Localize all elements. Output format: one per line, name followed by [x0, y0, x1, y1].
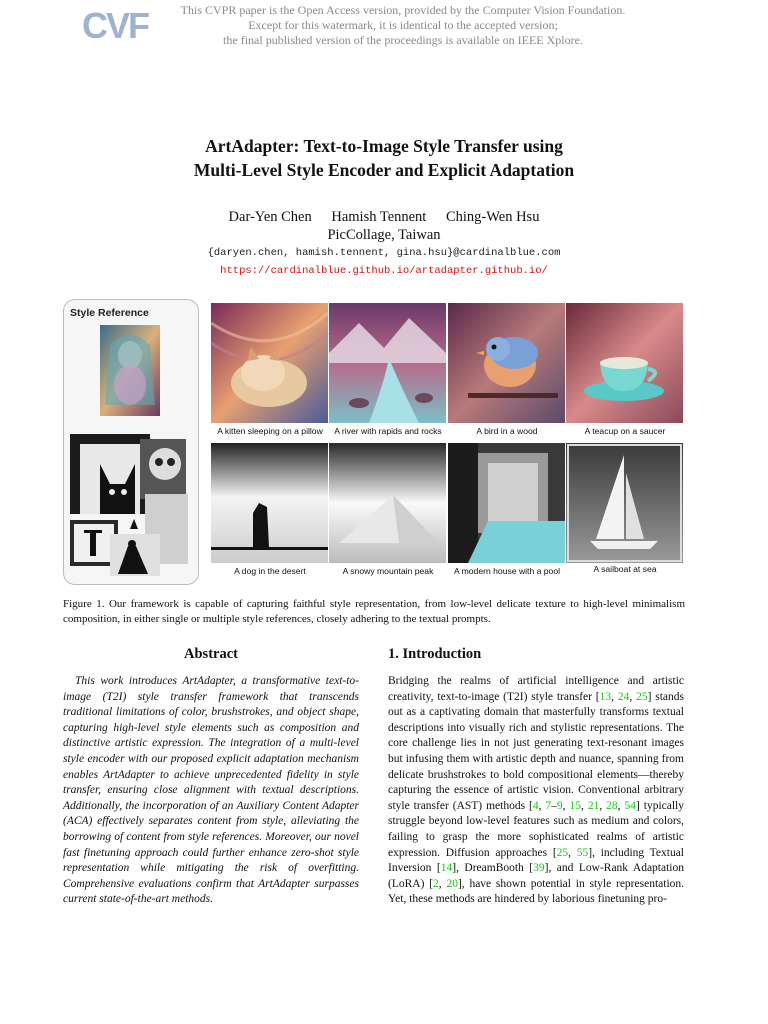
- result-image-mountain: [329, 443, 446, 563]
- result-image-kitten: [211, 303, 328, 423]
- separator: ,: [617, 799, 625, 812]
- result-image-house: [448, 443, 565, 563]
- citation-link[interactable]: 24: [617, 690, 630, 703]
- intro-heading: 1. Introduction: [388, 646, 482, 662]
- figure-caption-mountain: A snowy mountain peak: [342, 566, 434, 576]
- figure-caption-dog: A dog in the desert: [234, 566, 306, 576]
- citation-link[interactable]: 25: [556, 846, 569, 859]
- project-url-link[interactable]: https://cardinalblue.github.io/artadapter.github.io/: [220, 265, 548, 277]
- result-image-bird: [448, 303, 565, 423]
- intro-text: ], including Textual Inversion [: [388, 846, 684, 875]
- watermark-notice: [170, 3, 636, 48]
- citation-link[interactable]: 25: [636, 690, 648, 703]
- result-image-teacup: [566, 303, 683, 423]
- separator: ,: [629, 690, 637, 703]
- citation-link[interactable]: 2: [433, 877, 439, 890]
- separator: ,: [538, 799, 546, 812]
- citation-link[interactable]: 39: [533, 862, 545, 875]
- style-reference-collage: [70, 434, 188, 576]
- citation-link[interactable]: 9: [556, 799, 563, 812]
- author-block: [84, 208, 684, 244]
- figure-caption-kitten: A kitten sleeping on a pillow: [217, 426, 323, 436]
- result-image-river: [329, 303, 446, 423]
- style-reference-image: [100, 325, 160, 416]
- figure-caption-bird: A bird in a wood: [476, 426, 538, 436]
- intro-paragraph: [388, 674, 684, 908]
- citation-link[interactable]: 54: [624, 799, 636, 812]
- intro-text: ] stands out as a captivating domain that masterfully transforms textual descriptions into visually rich and stylistic representations. The core challenge lies in not just generating text-resonant images but infusing them with artistic depth and nuance, spanning from delicate brushstrokes to bold compositional elements—thereby capturing the essence of artistic vision. Conventional arbitrary style transfer (AST) methods [: [388, 690, 684, 812]
- title-line: ArtAdapter: Text-to-Image Style Transfer using: [205, 136, 563, 156]
- style-reference-panel: [63, 299, 199, 585]
- citation-link[interactable]: 55: [576, 846, 589, 859]
- author-name: Ching-Wen Hsu: [445, 209, 540, 225]
- abstract-body: [63, 674, 359, 908]
- result-image-sailboat: [566, 443, 683, 563]
- title-line: Multi-Level Style Encoder and Explicit Adaptation: [193, 160, 575, 180]
- watermark-line: This CVPR paper is the Open Access version, provided by the Computer Vision Foundation.: [180, 3, 626, 17]
- author-names: [84, 208, 684, 226]
- style-reference-label: Style Reference: [70, 307, 149, 319]
- separator: ,: [562, 799, 570, 812]
- watermark-line: the final published version of the proceedings is available on IEEE Xplore.: [223, 33, 583, 47]
- figure-caption-house: A modern house with a pool: [453, 566, 561, 576]
- citation-link[interactable]: 14: [440, 862, 453, 875]
- intro-text: ], DreamBooth [: [452, 862, 534, 875]
- separator: ,: [438, 877, 447, 890]
- citation-link[interactable]: 21: [587, 799, 600, 812]
- author-emails: {daryen.chen, hamish.tennent, gina.hsu}@cardinalblue.com: [207, 247, 561, 259]
- figure-caption-sailboat: A sailboat at sea: [593, 564, 657, 574]
- svg-text:CVF: CVF: [82, 5, 148, 46]
- intro-text: ], have shown potential in style representation. Yet, these methods are hindered by laborious finetuning pro-: [388, 877, 685, 906]
- separator: ,: [611, 690, 618, 703]
- intro-body: [388, 674, 684, 908]
- intro-text: Bridging the realms of artificial intelligence and artistic creativity, text-to-image (T2I) style transfer [: [388, 675, 684, 703]
- citation-link[interactable]: 13: [599, 690, 612, 703]
- figure-caption: Figure 1. Our framework is capable of capturing faithful style representation, from low-level delicate texture to high-level minimalism composition, in either single or multiple style references, closely adhering to the textual prompts.: [63, 598, 685, 625]
- figure-caption-teacup: A teacup on a saucer: [584, 426, 666, 436]
- paper-title: [84, 134, 684, 182]
- abstract-text: This work introduces ArtAdapter, a transformative text-to-image (T2I) style transfer framework that transcends traditional limitations of color, brushstrokes, and object shape, capturing high-level style elements such as composition and distinctive artistic expression. The integration of a multi-level style encoder with our proposed explicit adaptation mechanism enables ArtAdapter to achieve unprecedented fidelity in style transfer, ensuring close alignment with textual descriptions. Additionally, the incorporation of an Auxiliary Content Adapter (ACA) effectively separates content from style, alleviating the borrowing of content from style references. Moreover, our novel fast finetuning approach could further enhance zero-shot style representation while mitigating the risk of overfitting. Comprehensive evaluations confirm that ArtAdapter surpasses current state-of-the-art methods.: [63, 675, 359, 906]
- abstract-heading: Abstract: [184, 646, 238, 662]
- result-image-dog: [211, 443, 328, 563]
- separator: –: [551, 799, 557, 812]
- intro-text: ] typically struggle beyond low-level features such as medium and colors, failing to grasp the more sophisticated realms of artistic expression. Diffusion approaches [: [388, 799, 684, 859]
- citation-link[interactable]: 20: [446, 877, 458, 890]
- author-name: Dar-Yen Chen: [228, 209, 312, 225]
- affiliation: PicCollage, Taiwan: [327, 227, 441, 243]
- citation-link[interactable]: 28: [606, 799, 618, 812]
- cvf-logo: [82, 5, 148, 46]
- intro-text: ], and Low-Rank Adaptation (LoRA) [: [388, 862, 684, 890]
- citation-link[interactable]: 15: [569, 799, 581, 812]
- author-name: Hamish Tennent: [331, 209, 427, 225]
- figure-caption-river: A river with rapids and rocks: [334, 426, 442, 436]
- separator: ,: [568, 846, 577, 859]
- separator: ,: [580, 799, 588, 812]
- citation-link[interactable]: 4: [532, 799, 539, 812]
- separator: ,: [599, 799, 607, 812]
- watermark-line: Except for this watermark, it is identical to the accepted version;: [248, 18, 558, 32]
- citation-link[interactable]: 7: [545, 799, 552, 812]
